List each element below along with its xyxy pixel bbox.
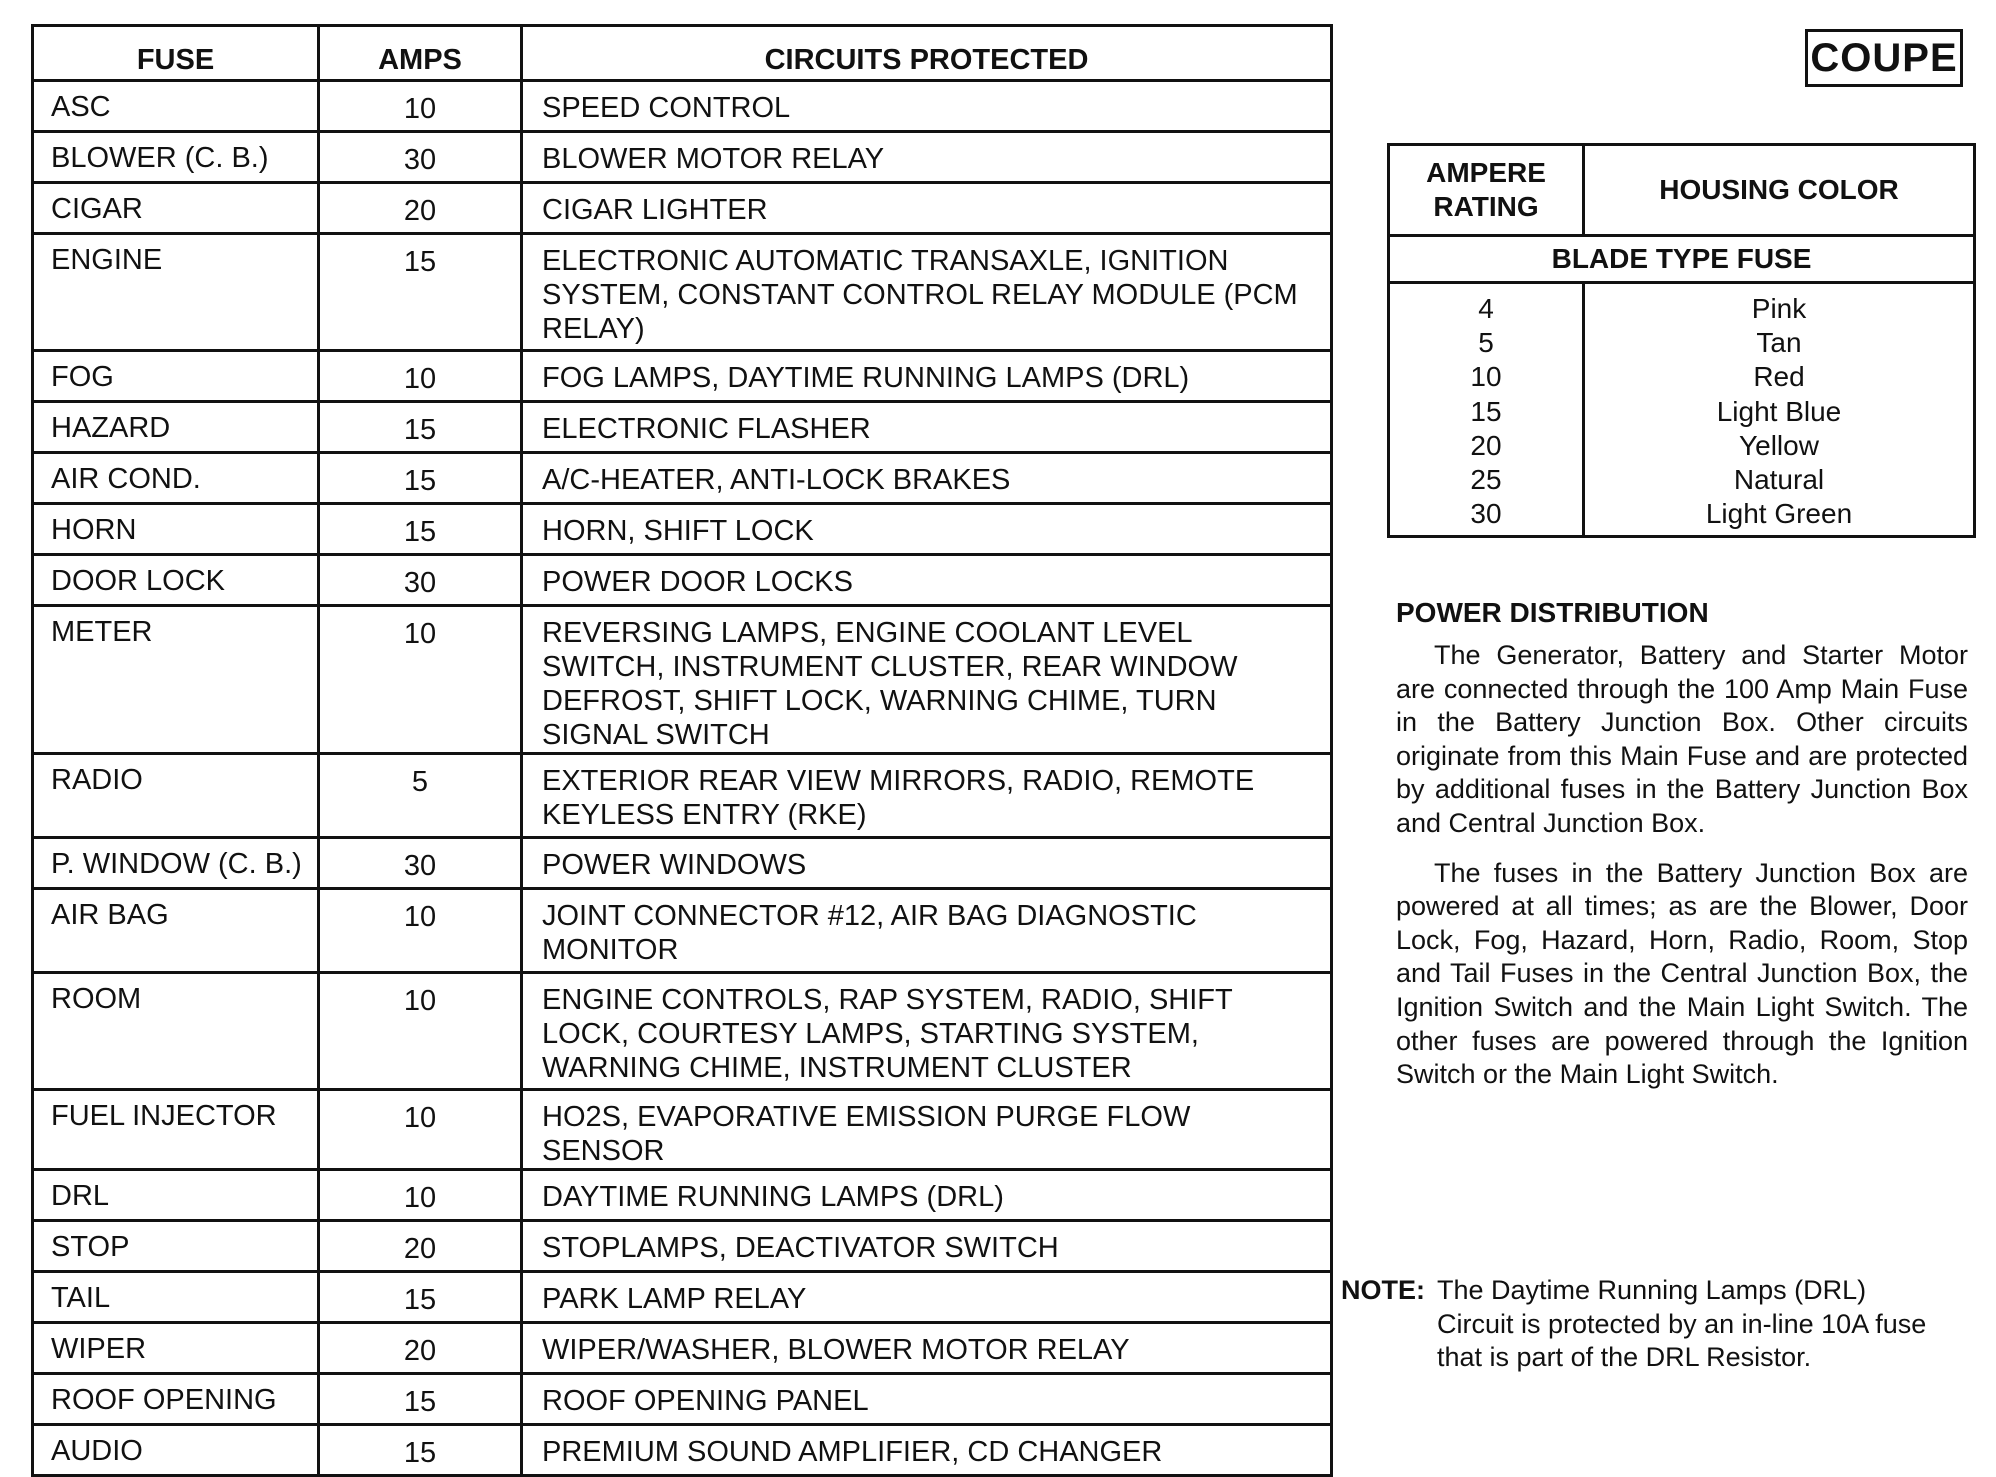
ampere-value: 20 [1470, 429, 1502, 461]
table-row [33, 1374, 1332, 1425]
fuse-circuits: EXTERIOR REAR VIEW MIRRORS, RADIO, REMOTE KEYLESS ENTRY (RKE) [522, 754, 1332, 838]
fuse-name: METER [33, 606, 319, 754]
header-fuse: FUSE [33, 26, 319, 81]
fuse-circuits: ROOF OPENING PANEL [522, 1374, 1332, 1425]
fuse-name: ROOF OPENING [33, 1374, 319, 1425]
fuse-amps: 15 [319, 1272, 522, 1323]
housing-color-value: Yellow [1739, 429, 1819, 461]
header-circuits: CIRCUITS PROTECTED [522, 26, 1332, 81]
power-distribution-paragraph-2: The fuses in the Battery Junction Box are powered at all times; as are the Blower, Door Lock, Fog, Hazard, Horn, Radio, Room, Stop and Tail Fuses in the Central Junction Box, the Ignition Switch and the Main Light Switch. The other fuses are powered through the Ignition Switch or the Main Light Switch. [1396, 857, 1968, 1090]
ampere-value: 15 [1470, 395, 1502, 427]
fuse-amps: 15 [319, 1374, 522, 1425]
note [1341, 1274, 1981, 1375]
fuse-circuits: HORN, SHIFT LOCK [522, 504, 1332, 555]
table-row [33, 606, 1332, 754]
table-row [33, 754, 1332, 838]
fuse-amps: 20 [319, 1323, 522, 1374]
fuse-name: HAZARD [33, 402, 319, 453]
fuse-amps: 30 [319, 555, 522, 606]
table-row [33, 973, 1332, 1090]
fuse-name: ASC [33, 81, 319, 132]
fuse-circuits: POWER DOOR LOCKS [522, 555, 1332, 606]
ampere-value: 5 [1478, 327, 1494, 359]
fuse-amps: 15 [319, 453, 522, 504]
table-row [33, 504, 1332, 555]
fuse-circuits: ELECTRONIC FLASHER [522, 402, 1332, 453]
power-distribution [1396, 595, 1968, 1108]
table-row [33, 183, 1332, 234]
ampere-value: 10 [1470, 361, 1502, 393]
fuse-circuits: PARK LAMP RELAY [522, 1272, 1332, 1323]
housing-color-value: Light Green [1705, 498, 1853, 530]
table-row [33, 1425, 1332, 1476]
fuse-circuits: PREMIUM SOUND AMPLIFIER, CD CHANGER [522, 1425, 1332, 1476]
table-row [33, 1272, 1332, 1323]
fuse-name: ROOM [33, 973, 319, 1090]
table-row [33, 555, 1332, 606]
fuse-amps: 15 [319, 504, 522, 555]
fuse-circuits: FOG LAMPS, DAYTIME RUNNING LAMPS (DRL) [522, 351, 1332, 402]
ampere-value: 4 [1478, 293, 1494, 324]
fuse-amps: 20 [319, 1221, 522, 1272]
fuse-circuits: BLOWER MOTOR RELAY [522, 132, 1332, 183]
fuse-circuits: ENGINE CONTROLS, RAP SYSTEM, RADIO, SHIFT LOCK, COURTESY LAMPS, STARTING SYSTEM, WARNING CHIME, INSTRUMENT CLUSTER [522, 973, 1332, 1090]
note-label: NOTE: [1341, 1275, 1425, 1305]
fuse-circuits: SPEED CONTROL [522, 81, 1332, 132]
header-ampere-rating: AMPERE RATING [1389, 145, 1584, 236]
fuse-circuits: HO2S, EVAPORATIVE EMISSION PURGE FLOW SENSOR [522, 1090, 1332, 1170]
header-amps: AMPS [319, 26, 522, 81]
color-table-header [1389, 145, 1975, 236]
fuse-amps: 10 [319, 889, 522, 973]
table-row [33, 1090, 1332, 1170]
fuse-name: AIR COND. [33, 453, 319, 504]
table-row [33, 234, 1332, 351]
table-row [33, 132, 1332, 183]
housing-color-value: Pink [1751, 293, 1807, 324]
fuse-amps: 5 [319, 754, 522, 838]
fuse-name: STOP [33, 1221, 319, 1272]
fuse-name: DOOR LOCK [33, 555, 319, 606]
fuse-amps: 30 [319, 838, 522, 889]
fuse-name: WIPER [33, 1323, 319, 1374]
table-row [33, 1221, 1332, 1272]
housing-color-value: Red [1753, 361, 1805, 393]
fuse-amps: 10 [319, 81, 522, 132]
fuse-amps: 10 [319, 351, 522, 402]
fuse-circuits: JOINT CONNECTOR #12, AIR BAG DIAGNOSTIC MONITOR [522, 889, 1332, 973]
housing-color-value: Natural [1733, 463, 1825, 495]
fuse-name: FOG [33, 351, 319, 402]
fuse-amps: 20 [319, 183, 522, 234]
fuse-circuits: CIGAR LIGHTER [522, 183, 1332, 234]
housing-color-value: Light Blue [1716, 395, 1842, 427]
fuse-amps: 30 [319, 132, 522, 183]
fuse-amps: 10 [319, 973, 522, 1090]
fuse-circuits: POWER WINDOWS [522, 838, 1332, 889]
ampere-value: 25 [1470, 463, 1502, 495]
fuse-amps: 15 [319, 234, 522, 351]
fuse-name: DRL [33, 1170, 319, 1221]
fuse-name: AUDIO [33, 1425, 319, 1476]
fuse-table-header [33, 26, 1332, 81]
housing-color-value: Tan [1756, 327, 1802, 359]
fuse-name: CIGAR [33, 183, 319, 234]
subheader-blade-type: BLADE TYPE FUSE [1389, 236, 1975, 283]
table-row [33, 1323, 1332, 1374]
table-row [33, 81, 1332, 132]
table-row [33, 889, 1332, 973]
fuse-name: FUEL INJECTOR [33, 1090, 319, 1170]
fuse-circuits: WIPER/WASHER, BLOWER MOTOR RELAY [522, 1323, 1332, 1374]
fuse-amps: 10 [319, 1170, 522, 1221]
fuse-amps: 10 [319, 606, 522, 754]
ampere-list [1389, 283, 1584, 537]
fuse-name: ENGINE [33, 234, 319, 351]
table-row [33, 351, 1332, 402]
fuse-amps: 15 [319, 1425, 522, 1476]
fuse-name: RADIO [33, 754, 319, 838]
fuse-amps: 10 [319, 1090, 522, 1170]
fuse-name: TAIL [33, 1272, 319, 1323]
fuse-name: BLOWER (C. B.) [33, 132, 319, 183]
fuse-name: P. WINDOW (C. B.) [33, 838, 319, 889]
ampere-value: 30 [1470, 498, 1502, 530]
fuse-circuits: REVERSING LAMPS, ENGINE COOLANT LEVEL SWITCH, INSTRUMENT CLUSTER, REAR WINDOW DEFROST, SHIFT LOCK, WARNING CHIME, TURN SIGNAL SWITCH [522, 606, 1332, 754]
power-distribution-title: POWER DISTRIBUTION [1396, 597, 1709, 628]
fuse-circuits: A/C-HEATER, ANTI-LOCK BRAKES [522, 453, 1332, 504]
table-row [33, 1170, 1332, 1221]
fuse-color-table [1387, 143, 1976, 538]
fuse-name: AIR BAG [33, 889, 319, 973]
fuse-table [31, 24, 1333, 1477]
note-text: The Daytime Running Lamps (DRL) Circuit is protected by an in-line 10A fuse that is part of the DRL Resistor. [1437, 1275, 1927, 1373]
power-distribution-paragraph-1: The Generator, Battery and Starter Motor are connected through the 100 Amp Main Fuse in the Battery Junction Box. Other circuits originate from this Main Fuse and are protected by additional fuses in the Battery Junction Box and Central Junction Box. [1396, 640, 1968, 838]
coupe-badge: COUPE [1805, 29, 1963, 87]
table-row [33, 838, 1332, 889]
table-row [33, 453, 1332, 504]
fuse-circuits: ELECTRONIC AUTOMATIC TRANSAXLE, IGNITION SYSTEM, CONSTANT CONTROL RELAY MODULE (PCM RELAY) [522, 234, 1332, 351]
color-table-body [1389, 283, 1975, 537]
fuse-amps: 15 [319, 402, 522, 453]
housing-color-list [1584, 283, 1975, 537]
header-housing-color: HOUSING COLOR [1584, 145, 1975, 236]
fuse-circuits: DAYTIME RUNNING LAMPS (DRL) [522, 1170, 1332, 1221]
table-row [33, 402, 1332, 453]
fuse-circuits: STOPLAMPS, DEACTIVATOR SWITCH [522, 1221, 1332, 1272]
fuse-name: HORN [33, 504, 319, 555]
